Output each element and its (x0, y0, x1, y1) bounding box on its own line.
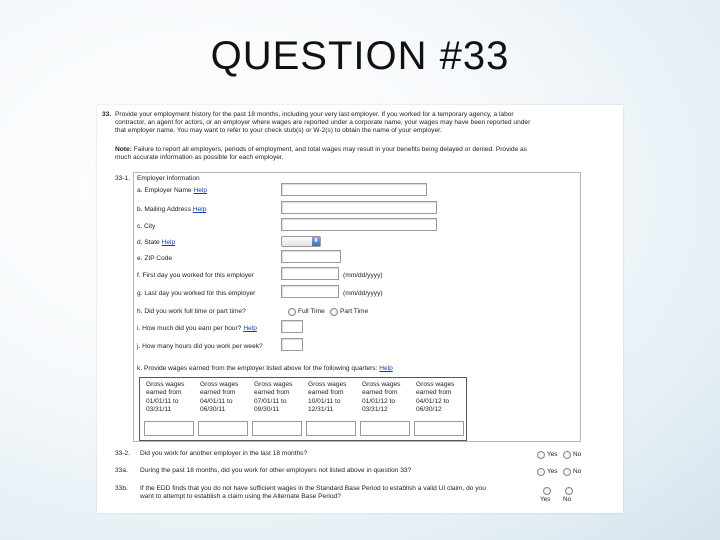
full-part-time-label: h. Did you work full time or part time? (137, 308, 246, 315)
full-time-radio[interactable] (288, 308, 296, 316)
note-line: Failure to report all employers, periods of employment, and total wages may result in your benefits being delayed or denied. Provide as (133, 146, 527, 153)
intro-line: that employer name. You may want to refer to your check stub(s) or W-2(s) to obtain the name of your employer. (115, 127, 442, 135)
part-time-label: Part Time (340, 308, 369, 315)
yes-radio[interactable] (543, 487, 551, 495)
help-link[interactable]: Help (161, 239, 176, 246)
no-radio[interactable] (565, 487, 573, 495)
full-time-label: Full Time (298, 308, 325, 315)
note-line: much accurate information as possible for each employer. (115, 154, 284, 162)
part-time-radio[interactable] (330, 308, 338, 316)
yes-radio[interactable] (537, 468, 545, 476)
city-label: c. City (137, 223, 156, 230)
wage-input[interactable] (252, 421, 302, 436)
followup-number: 33-2. (115, 450, 131, 457)
hours-input[interactable] (281, 338, 303, 351)
wage-input[interactable] (360, 421, 410, 436)
no-label: No (573, 468, 582, 475)
first-day-input[interactable] (281, 267, 339, 280)
wages-grid: Gross wages earned from 01/01/11 to 03/31/11 Gross wages earned from 04/01/11 to 06/30/11 Gross wages earned from 07/01/11 to 09/30/11 Gross wages earned from 10/01/11 to 12/31/11 Gross wages earned from 01/01/12 to 03/31/12 Gross wages earned from 04/01/12 to 06/30/12 (139, 377, 467, 441)
followup-number: 33b. (115, 485, 128, 492)
no-label: No (573, 451, 582, 458)
yes-label: Yes (547, 451, 558, 458)
section-number: 33-1. (115, 175, 131, 182)
question-note (115, 146, 615, 162)
yes-label: Yes (547, 468, 558, 475)
help-link[interactable]: Help (193, 187, 208, 194)
wage-input[interactable] (306, 421, 356, 436)
employer-name-label: a. Employer Name Help (137, 187, 208, 194)
date-format-hint: (mm/dd/yyyy) (343, 272, 383, 279)
question-intro (115, 111, 615, 136)
hours-label: j. How many hours did you work per week? (137, 343, 263, 350)
section-title: Employer Information (137, 175, 200, 182)
no-radio[interactable] (563, 468, 571, 476)
state-label: d. State Help (137, 239, 176, 246)
city-input[interactable] (281, 218, 437, 231)
mailing-address-input[interactable] (281, 201, 437, 214)
zip-input[interactable] (281, 250, 341, 263)
followup-number: 33a. (115, 467, 128, 474)
wages-prompt: k. Provide wages earned from the employer listed above for the following quarters: Help (137, 365, 393, 372)
intro-line: contractor, an agent for actors, or an employer where wages are reported under a corporate name, your wages may have been reported under (115, 119, 531, 127)
date-format-hint: (mm/dd/yyyy) (343, 290, 383, 297)
yes-radio[interactable] (537, 451, 545, 459)
intro-line: Provide your employment history for the past 18 months, including your very last employer. If you worked for a temporary agency, a labor (115, 111, 514, 118)
first-day-label: f. First day you worked for this employer (137, 272, 254, 279)
slide-title: QUESTION #33 (210, 34, 510, 78)
followup-question: During the past 18 months, did you work for other employers not listed above in question 33? (140, 467, 412, 474)
followup-question: Did you work for another employer in the last 18 months? (140, 450, 308, 457)
wage-input[interactable] (198, 421, 248, 436)
no-label: No (563, 496, 572, 503)
help-link[interactable]: Help (379, 365, 393, 372)
employer-name-input[interactable] (281, 183, 427, 196)
chevron-down-icon: ⬍ (313, 238, 319, 244)
yes-label: Yes (540, 496, 551, 503)
last-day-label: g. Last day you worked for this employer (137, 290, 256, 297)
wage-input[interactable] (414, 421, 464, 436)
hourly-input[interactable] (281, 320, 303, 333)
hourly-label: i. How much did you earn per hour? Help (137, 325, 257, 332)
state-select[interactable] (281, 236, 321, 247)
followup-question: If the EDD finds that you do not have sufficient wages in the Standard Base Period to establish a valid UI claim, do you want to attempt to establish a claim using the Alternate Base Period? (140, 485, 486, 501)
last-day-input[interactable] (281, 285, 339, 298)
question-number: 33. (102, 111, 112, 118)
form-panel (97, 105, 623, 513)
help-link[interactable]: Help (192, 206, 207, 213)
zip-label: e. ZIP Code (137, 255, 173, 262)
help-link[interactable]: Help (243, 325, 257, 332)
no-radio[interactable] (563, 451, 571, 459)
mailing-address-label: b. Mailing Address Help (137, 206, 207, 213)
note-label: Note: (115, 146, 132, 153)
wage-input[interactable] (144, 421, 194, 436)
